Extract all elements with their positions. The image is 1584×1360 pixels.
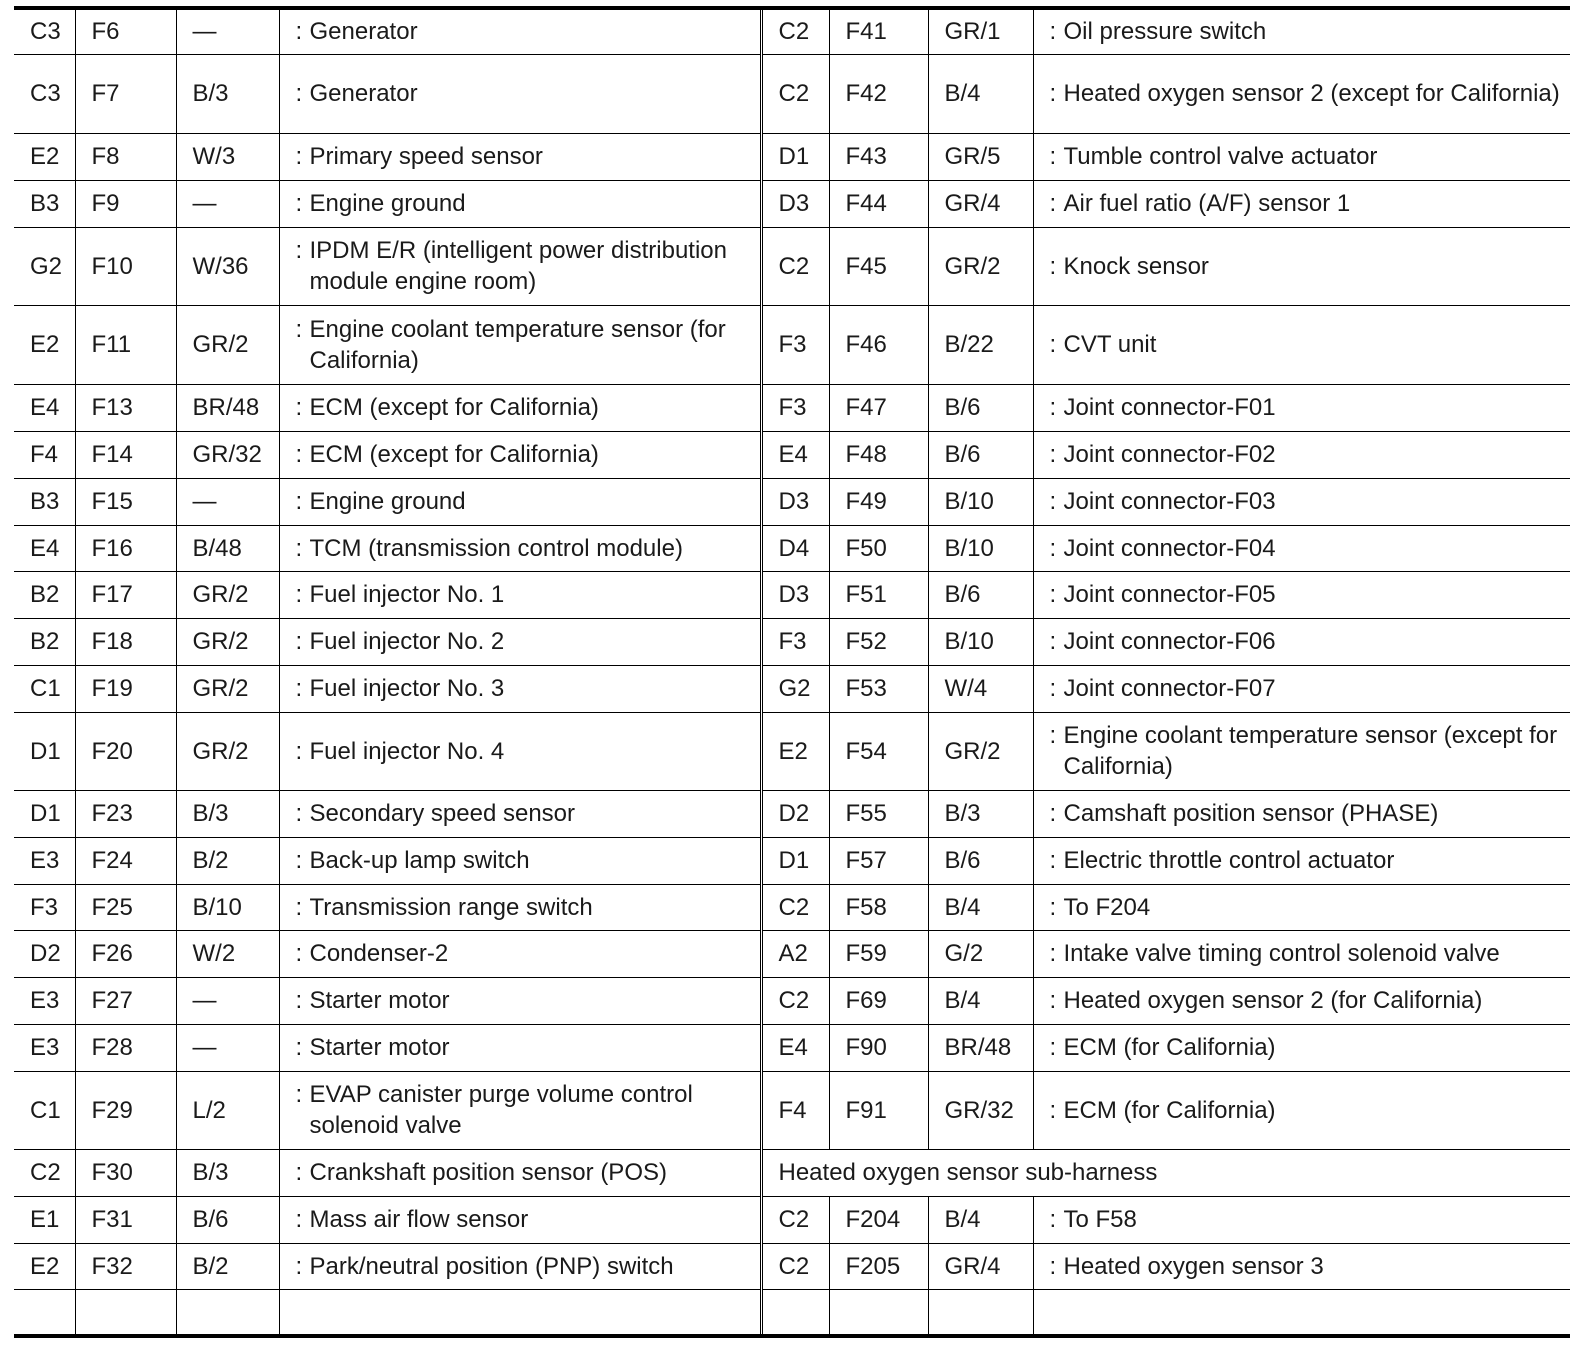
- grid-location-cell: D3: [761, 478, 829, 525]
- connector-description-cell: : Joint connector-F02: [1033, 431, 1570, 478]
- description-text: Joint connector-F06: [1063, 628, 1276, 655]
- description-text: Joint connector-F04: [1063, 534, 1276, 562]
- connector-description-cell: : ECM (except for California): [279, 431, 761, 478]
- grid-location-cell: C2: [761, 54, 829, 133]
- connector-color-cell: —: [176, 8, 279, 54]
- grid-location-cell: E2: [761, 712, 829, 790]
- connector-number-cell: F47: [829, 384, 928, 431]
- description-text: Tumble control valve actuator: [1063, 143, 1378, 170]
- grid-location-cell: E1: [14, 1196, 75, 1243]
- table-row: [14, 930, 1570, 977]
- table-row: [14, 665, 1570, 712]
- connector-description-cell: : Mass air flow sensor: [279, 1196, 761, 1243]
- description-text: EVAP canister purge volume control solenoid valve: [309, 1081, 693, 1139]
- connector-description-cell: : Air fuel ratio (A/F) sensor 1: [1033, 180, 1570, 227]
- description-text: ECM (for California): [1063, 1096, 1276, 1124]
- table-row: [14, 478, 1570, 525]
- connector-color-cell: B/3: [176, 1149, 279, 1196]
- description-text: Engine coolant temperature sensor (for California): [309, 315, 726, 374]
- grid-location-cell: D1: [761, 133, 829, 180]
- connector-description-cell: : To F58: [1033, 1196, 1570, 1243]
- connector-color-cell: GR/32: [928, 1071, 1033, 1149]
- grid-location-cell: C2: [761, 884, 829, 930]
- connector-color-cell: —: [176, 180, 279, 227]
- connector-color-cell: —: [176, 977, 279, 1024]
- connector-description-cell: : Crankshaft position sensor (POS): [279, 1149, 761, 1196]
- grid-location-cell: D1: [761, 837, 829, 884]
- connector-number-cell: F17: [75, 571, 176, 618]
- grid-location-cell: E2: [14, 133, 75, 180]
- grid-location-cell: E3: [14, 1024, 75, 1071]
- table-row: [14, 54, 1570, 133]
- connector-number-cell: F26: [75, 930, 176, 977]
- grid-location-cell: [14, 1289, 75, 1336]
- connector-description-cell: : Heated oxygen sensor 2 (except for California): [1033, 54, 1570, 133]
- connector-description-cell: : Joint connector-F03: [1033, 478, 1570, 525]
- table-row: [14, 431, 1570, 478]
- connector-description-cell: : CVT unit: [1033, 305, 1570, 384]
- grid-location-cell: C2: [14, 1149, 75, 1196]
- grid-location-cell: F3: [14, 884, 75, 930]
- connector-number-cell: F49: [829, 478, 928, 525]
- connector-color-cell: —: [176, 1024, 279, 1071]
- grid-location-cell: E4: [14, 384, 75, 431]
- connector-description-cell: : Joint connector-F06: [1033, 618, 1570, 665]
- grid-location-cell: B2: [14, 571, 75, 618]
- connector-description-cell: : Starter motor: [279, 1024, 761, 1071]
- description-text: Joint connector-F05: [1063, 581, 1276, 608]
- table-row: [14, 227, 1570, 305]
- description-text: To F204: [1063, 893, 1151, 921]
- grid-location-cell: G2: [14, 227, 75, 305]
- grid-location-cell: D3: [761, 571, 829, 618]
- connector-description-cell: : Camshaft position sensor (PHASE): [1033, 790, 1570, 837]
- grid-location-cell: C1: [14, 1071, 75, 1149]
- connector-color-cell: G/2: [928, 930, 1033, 977]
- connector-color-cell: GR/2: [176, 712, 279, 790]
- description-text: Knock sensor: [1063, 252, 1209, 280]
- connector-number-cell: F44: [829, 180, 928, 227]
- connector-description-cell: : Knock sensor: [1033, 227, 1570, 305]
- connector-color-cell: B/4: [928, 884, 1033, 930]
- connector-color-cell: GR/2: [928, 712, 1033, 790]
- connector-description-cell: : Joint connector-F04: [1033, 525, 1570, 571]
- connector-description-cell: : Joint connector-F07: [1033, 665, 1570, 712]
- connector-color-cell: BR/48: [176, 384, 279, 431]
- grid-location-cell: A2: [761, 930, 829, 977]
- connector-color-cell: B/6: [928, 571, 1033, 618]
- grid-location-cell: F4: [761, 1071, 829, 1149]
- connector-description-cell: : Joint connector-F05: [1033, 571, 1570, 618]
- grid-location-cell: E3: [14, 977, 75, 1024]
- description-text: Generator: [309, 80, 418, 107]
- description-text: ECM (except for California): [309, 441, 599, 468]
- table-row: [14, 618, 1570, 665]
- connector-color-cell: B/2: [176, 1243, 279, 1289]
- grid-location-cell: C2: [761, 1243, 829, 1289]
- description-text: Joint connector-F03: [1063, 488, 1276, 515]
- grid-location-cell: F4: [14, 431, 75, 478]
- connector-color-cell: B/3: [176, 54, 279, 133]
- grid-location-cell: D1: [14, 790, 75, 837]
- description-text: Engine ground: [309, 190, 466, 217]
- grid-location-cell: D3: [761, 180, 829, 227]
- connector-color-cell: L/2: [176, 1071, 279, 1149]
- connector-color-cell: B/10: [928, 618, 1033, 665]
- connector-description-cell: : Intake valve timing control solenoid valve: [1033, 930, 1570, 977]
- description-text: Starter motor: [309, 1034, 450, 1061]
- connector-description-cell: : Generator: [279, 54, 761, 133]
- description-text: TCM (transmission control module): [309, 534, 683, 562]
- connector-number-cell: F205: [829, 1243, 928, 1289]
- table-row: [14, 837, 1570, 884]
- connector-color-cell: B/10: [928, 478, 1033, 525]
- grid-location-cell: G2: [761, 665, 829, 712]
- connector-number-cell: F16: [75, 525, 176, 571]
- connector-description-cell: : Park/neutral position (PNP) switch: [279, 1243, 761, 1289]
- grid-location-cell: E4: [761, 431, 829, 478]
- description-text: Transmission range switch: [309, 893, 593, 921]
- table-row: [14, 1243, 1570, 1289]
- connector-color-cell: B/6: [928, 837, 1033, 884]
- description-text: IPDM E/R (intelligent power distribution module engine room): [309, 237, 728, 295]
- grid-location-cell: B3: [14, 478, 75, 525]
- description-text: Fuel injector No. 2: [309, 628, 505, 655]
- connector-number-cell: F7: [75, 54, 176, 133]
- description-text: ECM (for California): [1063, 1034, 1276, 1061]
- table-row: [14, 1071, 1570, 1149]
- description-text: Fuel injector No. 3: [309, 675, 505, 702]
- description-text: Park/neutral position (PNP) switch: [309, 1252, 674, 1280]
- connector-list-table: [14, 6, 1570, 1338]
- grid-location-cell: D2: [761, 790, 829, 837]
- connector-description-cell: : Fuel injector No. 1: [279, 571, 761, 618]
- description-text: Joint connector-F02: [1063, 441, 1276, 468]
- description-text: Fuel injector No. 1: [309, 581, 505, 608]
- table-row: [14, 525, 1570, 571]
- description-text: Crankshaft position sensor (POS): [309, 1159, 667, 1186]
- connector-description-cell: : Engine ground: [279, 180, 761, 227]
- table-row: [14, 790, 1570, 837]
- connector-number-cell: F25: [75, 884, 176, 930]
- connector-number-cell: F45: [829, 227, 928, 305]
- connector-description-cell: : Engine ground: [279, 478, 761, 525]
- connector-description-cell: [1033, 1289, 1570, 1336]
- description-text: Starter motor: [309, 987, 450, 1014]
- connector-color-cell: B/3: [176, 790, 279, 837]
- table-row: [14, 8, 1570, 54]
- connector-number-cell: F55: [829, 790, 928, 837]
- description-text: ECM (except for California): [309, 394, 599, 421]
- connector-color-cell: B/2: [176, 837, 279, 884]
- connector-color-cell: GR/2: [176, 571, 279, 618]
- connector-color-cell: B/10: [928, 525, 1033, 571]
- connector-description-cell: : Fuel injector No. 2: [279, 618, 761, 665]
- connector-description-cell: : Fuel injector No. 3: [279, 665, 761, 712]
- connector-number-cell: F14: [75, 431, 176, 478]
- connector-number-cell: F69: [829, 977, 928, 1024]
- grid-location-cell: B2: [14, 618, 75, 665]
- connector-color-cell: B/4: [928, 54, 1033, 133]
- connector-color-cell: BR/48: [928, 1024, 1033, 1071]
- connector-color-cell: GR/1: [928, 8, 1033, 54]
- connector-color-cell: GR/4: [928, 180, 1033, 227]
- connector-number-cell: F204: [829, 1196, 928, 1243]
- connector-color-cell: GR/2: [176, 305, 279, 384]
- connector-description-cell: : Heated oxygen sensor 2 (for California): [1033, 977, 1570, 1024]
- connector-description-cell: : Engine coolant temperature sensor (except for California): [1033, 712, 1570, 790]
- connector-description-cell: : Oil pressure switch: [1049, 18, 1267, 46]
- connector-description-cell: : Starter motor: [279, 977, 761, 1024]
- grid-location-cell: D1: [14, 712, 75, 790]
- table-row: [14, 884, 1570, 930]
- connector-description-cell: : ECM (for California): [1033, 1024, 1570, 1071]
- connector-number-cell: F31: [75, 1196, 176, 1243]
- connector-description-cell: : EVAP canister purge volume control solenoid valve: [279, 1071, 761, 1149]
- grid-location-cell: F3: [761, 384, 829, 431]
- connector-color-cell: GR/2: [176, 618, 279, 665]
- description-text: Intake valve timing control solenoid valve: [1063, 940, 1500, 967]
- sub-harness-heading: Heated oxygen sensor sub-harness: [761, 1149, 1570, 1196]
- description-text: Heated oxygen sensor 2 (except for California): [1063, 80, 1560, 107]
- description-text: Primary speed sensor: [309, 143, 543, 170]
- connector-color-cell: B/6: [928, 384, 1033, 431]
- connector-color-cell: B/3: [928, 790, 1033, 837]
- connector-description-cell: : To F204: [1033, 884, 1570, 930]
- table-row: [14, 712, 1570, 790]
- grid-location-cell: C1: [14, 665, 75, 712]
- grid-location-cell: D2: [14, 930, 75, 977]
- connector-color-cell: W/3: [176, 133, 279, 180]
- connector-description-cell: : Primary speed sensor: [279, 133, 761, 180]
- table-row: [14, 1024, 1570, 1071]
- description-text: Oil pressure switch: [1063, 18, 1267, 46]
- connector-description-cell: : Secondary speed sensor: [279, 790, 761, 837]
- grid-location-cell: B3: [14, 180, 75, 227]
- connector-color-cell: B/22: [928, 305, 1033, 384]
- connector-color-cell: B/4: [928, 1196, 1033, 1243]
- table-row: [14, 133, 1570, 180]
- grid-location-cell: C2: [761, 8, 829, 54]
- grid-location-cell: [761, 1289, 829, 1336]
- connector-description-cell: : ECM (except for California): [279, 384, 761, 431]
- connector-number-cell: F15: [75, 478, 176, 525]
- grid-location-cell: F3: [761, 618, 829, 665]
- connector-description-cell: : Back-up lamp switch: [279, 837, 761, 884]
- grid-location-cell: E2: [14, 1243, 75, 1289]
- connector-number-cell: F9: [75, 180, 176, 227]
- description-text: Joint connector-F01: [1063, 394, 1276, 421]
- connector-description-cell: : Heated oxygen sensor 3: [1033, 1243, 1570, 1289]
- connector-color-cell: —: [176, 478, 279, 525]
- connector-color-cell: W/2: [176, 930, 279, 977]
- connector-number-cell: F23: [75, 790, 176, 837]
- connector-number-cell: F18: [75, 618, 176, 665]
- description-text: Joint connector-F07: [1063, 675, 1276, 702]
- table-row: [14, 180, 1570, 227]
- description-text: Air fuel ratio (A/F) sensor 1: [1063, 190, 1351, 217]
- description-text: CVT unit: [1063, 331, 1157, 358]
- connector-description-cell: : Generator: [295, 18, 418, 46]
- grid-location-cell: F3: [761, 305, 829, 384]
- grid-location-cell: C2: [761, 977, 829, 1024]
- connector-number-cell: [829, 1289, 928, 1336]
- connector-number-cell: F50: [829, 525, 928, 571]
- connector-number-cell: F51: [829, 571, 928, 618]
- connector-number-cell: F43: [829, 133, 928, 180]
- connector-description-cell: : IPDM E/R (intelligent power distribution module engine room): [279, 227, 761, 305]
- connector-number-cell: F27: [75, 977, 176, 1024]
- connector-description-cell: [279, 1289, 761, 1336]
- description-text: Secondary speed sensor: [309, 800, 575, 827]
- table-row: [14, 1149, 1570, 1196]
- connector-description-cell: : Engine coolant temperature sensor (for California): [279, 305, 761, 384]
- connector-description-cell: : TCM (transmission control module): [279, 525, 761, 571]
- connector-number-cell: F91: [829, 1071, 928, 1149]
- table-row: [14, 1289, 1570, 1336]
- connector-list-body: [14, 8, 1570, 1336]
- connector-description-cell: : Condenser-2: [279, 930, 761, 977]
- grid-location-cell: E2: [14, 305, 75, 384]
- table-row: [14, 305, 1570, 384]
- connector-color-cell: GR/32: [176, 431, 279, 478]
- description-text: Back-up lamp switch: [309, 847, 530, 874]
- connector-color-cell: GR/2: [928, 227, 1033, 305]
- connector-number-cell: F10: [75, 227, 176, 305]
- connector-number-cell: F13: [75, 384, 176, 431]
- connector-number-cell: F58: [829, 884, 928, 930]
- connector-color-cell: B/6: [176, 1196, 279, 1243]
- connector-number-cell: F6: [75, 8, 176, 54]
- connector-color-cell: W/4: [928, 665, 1033, 712]
- grid-location-cell: C3: [14, 54, 75, 133]
- description-text: Heated oxygen sensor 3: [1063, 1252, 1324, 1280]
- connector-color-cell: B/10: [176, 884, 279, 930]
- connector-description-cell: : Tumble control valve actuator: [1033, 133, 1570, 180]
- connector-number-cell: F57: [829, 837, 928, 884]
- connector-number-cell: F48: [829, 431, 928, 478]
- description-text: Camshaft position sensor (PHASE): [1063, 800, 1439, 827]
- grid-location-cell: D4: [761, 525, 829, 571]
- connector-color-cell: B/48: [176, 525, 279, 571]
- connector-number-cell: F24: [75, 837, 176, 884]
- connector-number-cell: F20: [75, 712, 176, 790]
- connector-description-cell: : Transmission range switch: [279, 884, 761, 930]
- grid-location-cell: E4: [14, 525, 75, 571]
- connector-number-cell: F30: [75, 1149, 176, 1196]
- connector-description-cell: : Fuel injector No. 4: [279, 712, 761, 790]
- connector-number-cell: F90: [829, 1024, 928, 1071]
- table-row: [14, 571, 1570, 618]
- connector-number-cell: F32: [75, 1243, 176, 1289]
- connector-number-cell: F28: [75, 1024, 176, 1071]
- grid-location-cell: C2: [761, 227, 829, 305]
- connector-number-cell: F41: [829, 8, 928, 54]
- description-text: Generator: [309, 18, 418, 46]
- connector-color-cell: [176, 1289, 279, 1336]
- description-text: Mass air flow sensor: [309, 1206, 529, 1233]
- connector-number-cell: F19: [75, 665, 176, 712]
- grid-location-cell: C2: [761, 1196, 829, 1243]
- description-text: Engine ground: [309, 488, 466, 515]
- description-text: Condenser-2: [309, 940, 449, 967]
- connector-number-cell: F59: [829, 930, 928, 977]
- grid-location-cell: C3: [14, 8, 75, 54]
- connector-number-cell: F29: [75, 1071, 176, 1149]
- description-text: Heated oxygen sensor 2 (for California): [1063, 987, 1483, 1014]
- connector-number-cell: F46: [829, 305, 928, 384]
- connector-color-cell: B/4: [928, 977, 1033, 1024]
- connector-number-cell: F52: [829, 618, 928, 665]
- connector-color-cell: [928, 1289, 1033, 1336]
- grid-location-cell: E3: [14, 837, 75, 884]
- connector-description-cell: : Joint connector-F01: [1033, 384, 1570, 431]
- grid-location-cell: E4: [761, 1024, 829, 1071]
- connector-number-cell: F42: [829, 54, 928, 133]
- description-text: To F58: [1063, 1206, 1137, 1233]
- description-text: Engine coolant temperature sensor (except for California): [1063, 722, 1558, 780]
- connector-color-cell: GR/2: [176, 665, 279, 712]
- table-row: [14, 1196, 1570, 1243]
- table-row: [14, 977, 1570, 1024]
- connector-number-cell: F11: [75, 305, 176, 384]
- connector-color-cell: W/36: [176, 227, 279, 305]
- connector-color-cell: B/6: [928, 431, 1033, 478]
- connector-number-cell: F53: [829, 665, 928, 712]
- connector-description-cell: : ECM (for California): [1033, 1071, 1570, 1149]
- connector-color-cell: GR/4: [928, 1243, 1033, 1289]
- table-row: [14, 384, 1570, 431]
- connector-color-cell: GR/5: [928, 133, 1033, 180]
- connector-number-cell: [75, 1289, 176, 1336]
- connector-description-cell: : Electric throttle control actuator: [1033, 837, 1570, 884]
- connector-number-cell: F54: [829, 712, 928, 790]
- description-text: Electric throttle control actuator: [1063, 847, 1395, 874]
- connector-number-cell: F8: [75, 133, 176, 180]
- description-text: Fuel injector No. 4: [309, 737, 505, 765]
